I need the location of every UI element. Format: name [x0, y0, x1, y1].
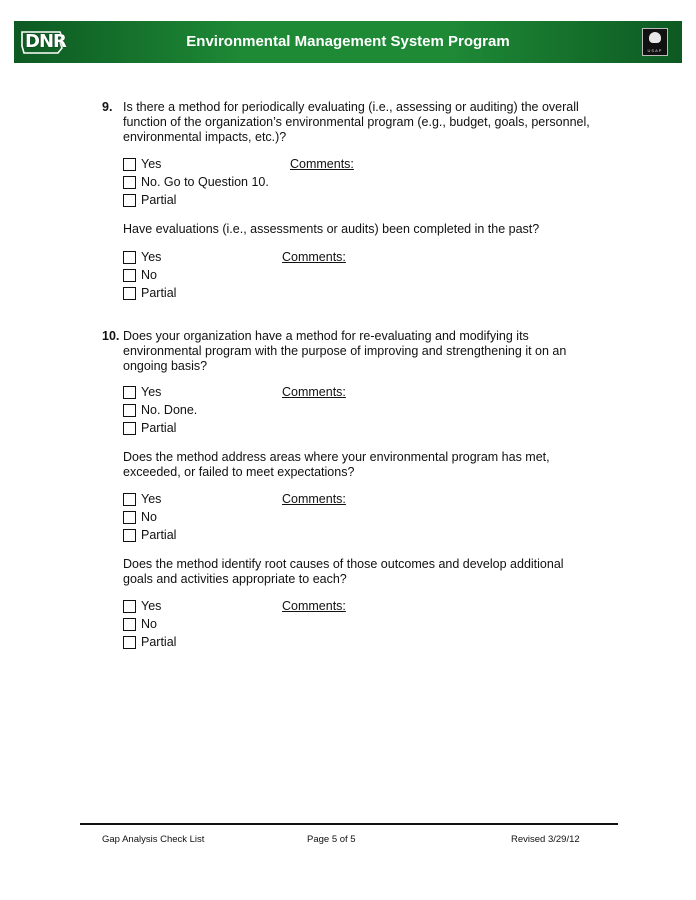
checkbox[interactable] — [123, 287, 136, 300]
option-label: Yes — [141, 157, 162, 171]
option-no[interactable] — [123, 175, 269, 190]
question-text — [123, 222, 539, 237]
checkbox[interactable] — [123, 269, 136, 282]
dnr-logo-text: DNR — [25, 31, 66, 52]
checkbox[interactable] — [123, 529, 136, 542]
option-no[interactable] — [123, 510, 157, 525]
option-label: Partial — [141, 421, 177, 435]
option-label: No. Done. — [141, 403, 198, 417]
question-text — [123, 329, 566, 374]
option-label: Yes — [141, 492, 162, 506]
checkbox[interactable] — [123, 194, 136, 207]
option-no[interactable] — [123, 403, 197, 418]
option-partial[interactable] — [123, 286, 176, 301]
option-label: Partial — [141, 635, 177, 649]
question-line: function of the organization’s environmental program (e.g., budget, goals, personnel, — [123, 115, 590, 129]
question-line: exceeded, or failed to meet expectations? — [123, 465, 355, 479]
comments-label: Comments: — [282, 250, 346, 264]
comments-label: Comments: — [282, 599, 346, 613]
page-title: Environmental Management System Program — [186, 33, 510, 50]
option-label: Yes — [141, 385, 162, 399]
question-line: goals and activities appropriate to each? — [123, 572, 347, 586]
option-yes[interactable] — [123, 492, 161, 507]
footer-title: Gap Analysis Check List — [102, 834, 205, 845]
checkbox[interactable] — [123, 176, 136, 189]
checkbox[interactable] — [123, 618, 136, 631]
footer-page-number: Page 5 of 5 — [307, 834, 356, 845]
option-label: Partial — [141, 528, 177, 542]
checkbox[interactable] — [123, 600, 136, 613]
checkbox[interactable] — [123, 493, 136, 506]
footer-divider — [80, 823, 618, 825]
checkbox[interactable] — [123, 386, 136, 399]
question-line: Does the method address areas where your environmental program has met, — [123, 450, 550, 464]
question-line: Is there a method for periodically evaluating (i.e., assessing or auditing) the overall — [123, 100, 579, 114]
option-partial[interactable] — [123, 421, 176, 436]
option-yes[interactable] — [123, 250, 161, 265]
question-number: 9. — [102, 100, 113, 114]
option-label: No. Go to Question 10. — [141, 175, 269, 189]
usap-symbol-icon — [649, 32, 661, 43]
checkbox[interactable] — [123, 158, 136, 171]
checkbox[interactable] — [123, 636, 136, 649]
option-partial[interactable] — [123, 528, 176, 543]
question-line: Have evaluations (i.e., assessments or audits) been completed in the past? — [123, 222, 540, 236]
page-header — [14, 21, 682, 63]
question-line: environmental impacts, etc.)? — [123, 130, 287, 144]
option-label: No — [141, 617, 157, 631]
option-label: Partial — [141, 286, 177, 300]
option-no[interactable] — [123, 268, 157, 283]
comments-label: Comments: — [290, 157, 354, 171]
option-yes[interactable] — [123, 599, 161, 614]
option-label: No — [141, 268, 157, 282]
checkbox[interactable] — [123, 251, 136, 264]
option-label: Yes — [141, 250, 162, 264]
option-yes[interactable] — [123, 385, 161, 400]
option-label: Partial — [141, 193, 177, 207]
question-text — [123, 450, 550, 480]
question-number: 10. — [102, 329, 120, 343]
option-label: Yes — [141, 599, 162, 613]
usap-logo — [642, 28, 668, 56]
comments-label: Comments: — [282, 492, 346, 506]
option-partial[interactable] — [123, 193, 176, 208]
question-line: ongoing basis? — [123, 359, 208, 373]
question-text — [123, 100, 590, 145]
question-line: Does the method identify root causes of those outcomes and develop additional — [123, 557, 564, 571]
checkbox[interactable] — [123, 404, 136, 417]
usap-logo-text: USAP — [647, 48, 663, 53]
question-text — [123, 557, 564, 587]
option-label: No — [141, 510, 157, 524]
footer-revised-date: Revised 3/29/12 — [511, 834, 580, 845]
question-line: Does your organization have a method for re-evaluating and modifying its — [123, 329, 529, 343]
checkbox[interactable] — [123, 422, 136, 435]
option-yes[interactable] — [123, 157, 161, 172]
comments-label: Comments: — [282, 385, 346, 399]
option-partial[interactable] — [123, 635, 176, 650]
question-line: environmental program with the purpose of improving and strengthening it on an — [123, 344, 567, 358]
checkbox[interactable] — [123, 511, 136, 524]
option-no[interactable] — [123, 617, 157, 632]
